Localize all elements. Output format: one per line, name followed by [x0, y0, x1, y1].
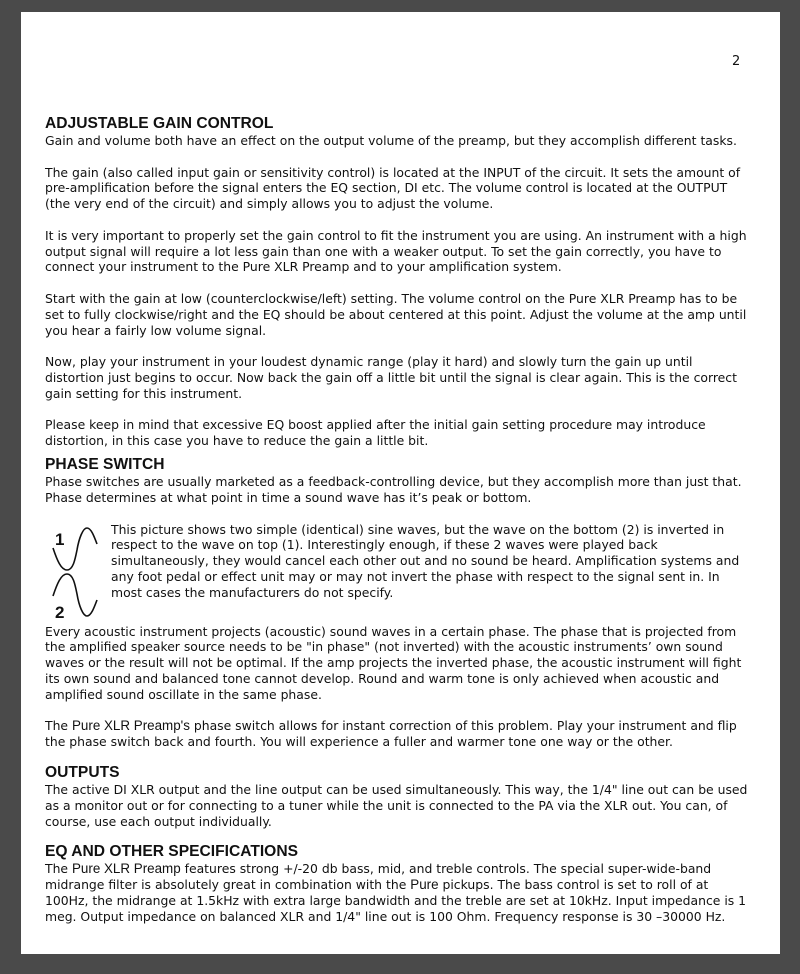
- sine-waves-figure: [45, 524, 105, 620]
- gain-paragraph-3: It is very important to properly set the gain control to fit the instrument you are using. An instrument with a high output signal will require a lot less gain than one with a weaker output. To set the gain correctly, you have to connect your instrument to the Pure XLR Preamp and to your amplification system.: [45, 227, 747, 275]
- heading-outputs: OUTPUTS: [45, 763, 120, 781]
- brand-name: Pure: [410, 877, 439, 893]
- phase-paragraph-2: Every acoustic instrument projects (acoustic) sound waves in a certain phase. The phase that is projected from the amplified speaker source needs to be "in phase" (not inverted) with the acoustic instruments’ own sound waves or the result will not be optimal. If the amp projects the inverted phase, the acoustic instrument will fight its own sound and balanced tone cannot develop. Round and warm tone is only achieved when acoustic and amplified sound oscillate in the same phase.: [45, 623, 742, 702]
- document-page: [21, 12, 780, 954]
- phase-p3-rest: phase switch allows for instant correction of this problem. Play your instrument and flip the phase switch back and fourth. You will experience a fuller and warmer tone one way or the other.: [45, 718, 737, 750]
- wave-label-1: 1: [55, 529, 65, 549]
- gain-paragraph-2: The gain (also called input gain or sensitivity control) is located at the INPUT of the circuit. It sets the amount of pre-amplification before the signal enters the EQ section, DI etc. The volume control is located at the OUTPUT (the very end of the circuit) and simply allows you to adjust the volume.: [45, 164, 741, 212]
- phase-figure-block: [45, 522, 751, 624]
- eq-p1-rest: pickups. The bass control is set to roll of at 100Hz, the midrange at 1.5kHz with extra large bandwidth and the treble are set at 10kHz. Input impedance is 1 meg. Output impedance on balanced XLR and 1/4" line out is 100 Ohm. Frequency response is 30 –30000 Hz.: [45, 877, 747, 924]
- outputs-paragraph-1: The active DI XLR output and the line output can be used simultaneously. This way, the 1/4" line out can be used as a monitor out or for connecting to a tuner while the unit is connected to the PA via the XLR out. You can, of course, use each output individually.: [45, 781, 748, 829]
- eq-paragraph-1: [45, 861, 751, 924]
- phase-figure-caption: This picture shows two simple (identical) sine waves, but the wave on the bottom (2) is inverted in respect to the wave on top (1). Interestingly enough, if these 2 waves were played back simultaneously, they would cancel each other out and no sound be heard. Amplification systems and any foot pedal or effect unit may or may not invert the phase with respect to the signal sent in. In most cases the manufacturers do not specify.: [111, 521, 740, 600]
- phase-p3-prefix: The: [45, 718, 72, 734]
- heading-eq-and-other-specifications: EQ AND OTHER SPECIFICATIONS: [45, 843, 298, 861]
- heading-phase-switch: PHASE SWITCH: [45, 455, 165, 473]
- phase-paragraph-1: Phase switches are usually marketed as a feedback-controlling device, but they accomplish more than just that. Phase determines at what point in time a sound wave has it’s peak or bottom.: [45, 473, 742, 505]
- heading-adjustable-gain-control: ADJUSTABLE GAIN CONTROL: [45, 115, 274, 132]
- product-name: Pure XLR Preamp's: [71, 718, 190, 734]
- wave-label-2: 2: [55, 602, 65, 620]
- gain-paragraph-6: Please keep in mind that excessive EQ boost applied after the initial gain setting procedure may introduce distortion, in this case you have to reduce the gain a little bit.: [45, 417, 706, 449]
- gain-paragraph-1: Gain and volume both have an effect on the output volume of the preamp, but they accomplish different tasks.: [45, 133, 737, 148]
- eq-p1-mid: features strong +/-20 db bass, mid, and treble controls. The special super-wide-band midrange filter is absolutely great in combination with the: [45, 861, 712, 893]
- page-content: [45, 115, 751, 924]
- gain-paragraph-5: Now, play your instrument in your loudest dynamic range (play it hard) and slowly turn the gain up until distortion just begins to occur. Now back the gain off a little bit until the signal is clear again. This is the correct gain setting for this instrument.: [45, 354, 737, 401]
- phase-paragraph-3: [45, 718, 751, 750]
- product-name: Pure XLR Preamp: [71, 861, 181, 877]
- gain-paragraph-4: Start with the gain at low (counterclockwise/left) setting. The volume control on the Pure XLR Preamp has to be set to fully clockwise/right and the EQ should be about centered at this point. Adjust the volume at the amp until you hear a fairly low volume signal.: [45, 290, 747, 338]
- eq-p1-prefix: The: [45, 861, 72, 877]
- page-number: 2: [732, 54, 741, 69]
